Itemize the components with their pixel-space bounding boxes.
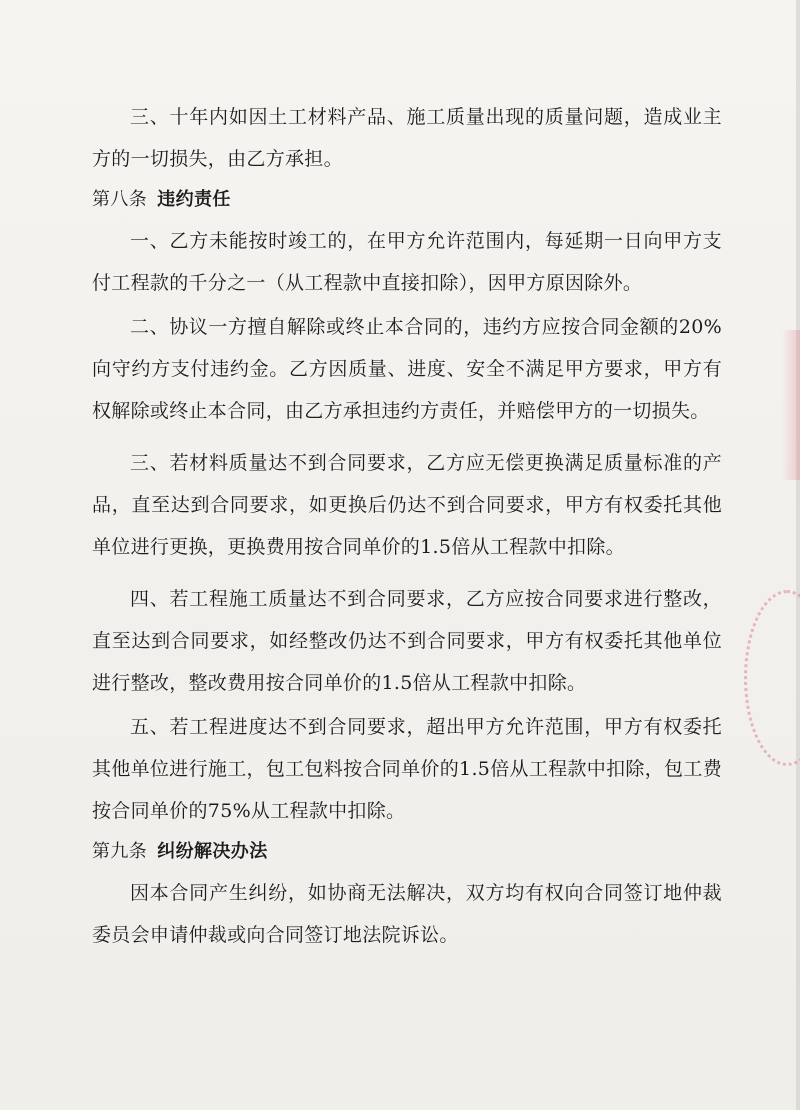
clause-ten-year-quality: 三、十年内如因土工材料产品、施工质量出现的质量问题，造成业主方的一切损失，由乙方承担。 — [92, 106, 722, 170]
seal-stamp-fragment — [782, 330, 800, 480]
article8-clause3: 三、若材料质量达不到合同要求，乙方应无偿更换满足质量标准的产品，直至达到合同要求，如更换后仍达不到合同要求，甲方有权委托其他单位进行更换，更换费用按合同单价的1.5倍从工程款中扣除。 — [92, 452, 722, 558]
article9-clause1: 因本合同产生纠纷，如协商无法解决，双方均有权向合同签订地仲裁委员会申请仲裁或向合同签订地法院诉讼。 — [92, 882, 722, 946]
article8-clause4: 四、若工程施工质量达不到合同要求，乙方应按合同要求进行整改，直至达到合同要求，如经整改仍达不到合同要求，甲方有权委托其他单位进行整改，整改费用按合同单价的1.5倍从工程款中扣除。 — [92, 588, 722, 694]
article9-number: 第九条 — [92, 841, 148, 862]
article8-title: 违约责任 — [157, 189, 231, 210]
article8-clause2: 二、协议一方擅自解除或终止本合同的，违约方应按合同金额的20%向守约方支付违约金。乙方因质量、进度、安全不满足甲方要求，甲方有权解除或终止本合同，由乙方承担违约方责任，并赔偿甲方的一切损失。 — [92, 316, 722, 422]
seal-stamp-round — [744, 590, 800, 766]
contract-body — [92, 96, 722, 956]
article8-clause1: 一、乙方未能按时竣工的，在甲方允许范围内，每延期一日向甲方支付工程款的千分之一（从工程款中直接扣除），因甲方原因除外。 — [92, 230, 722, 294]
article8-heading — [92, 180, 722, 220]
article9-title: 纠纷解决办法 — [157, 841, 268, 862]
article9-heading — [92, 832, 722, 872]
article8-number: 第八条 — [92, 189, 148, 210]
page-edge-shadow — [796, 0, 800, 1110]
article8-clause5: 五、若工程进度达不到合同要求，超出甲方允许范围，甲方有权委托其他单位进行施工，包工包料按合同单价的1.5倍从工程款中扣除，包工费按合同单价的75%从工程款中扣除。 — [92, 716, 722, 822]
